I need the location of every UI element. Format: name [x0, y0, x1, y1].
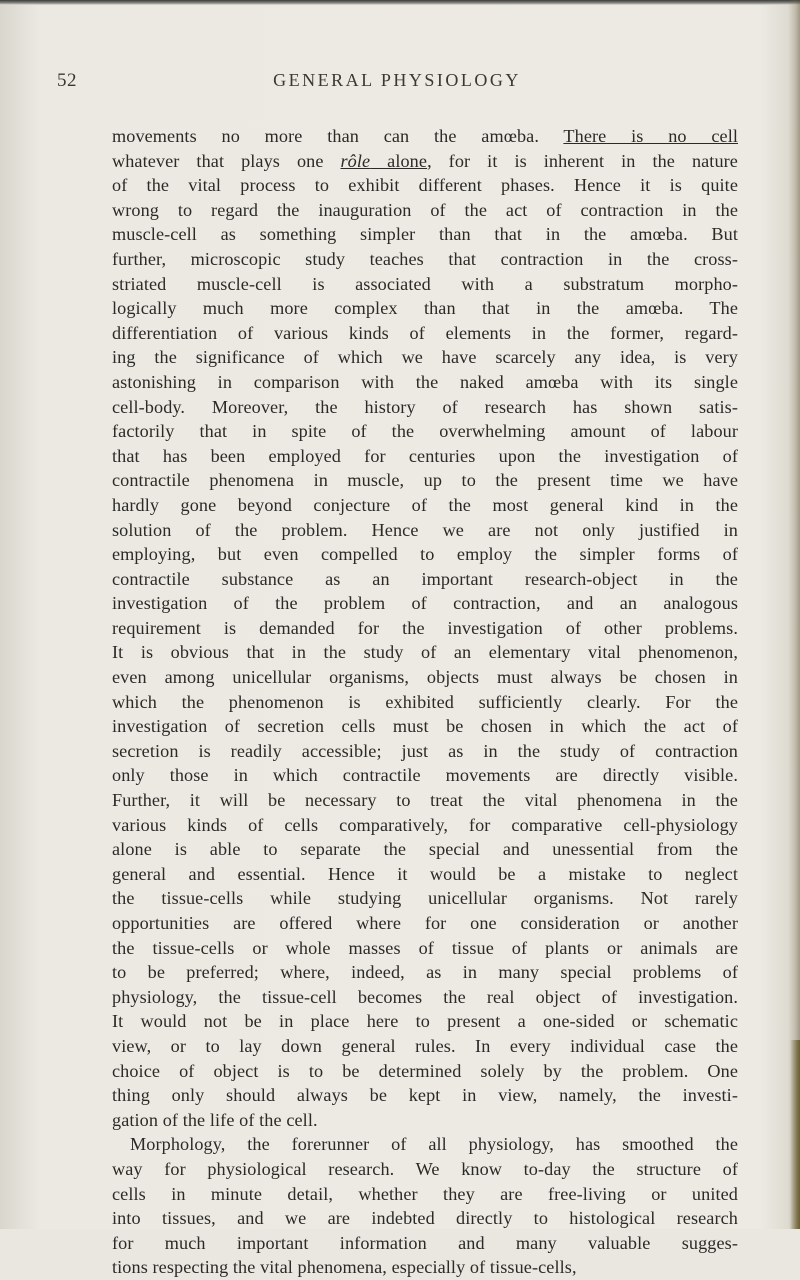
text-line: gation of the life of the cell.: [112, 1109, 318, 1130]
text-line: various kinds of cells comparatively, for comparative cell-physiology: [112, 814, 738, 835]
body-text: [112, 124, 738, 1280]
text-line: logically much more complex than that in the amœba. The: [112, 298, 738, 319]
text-line: secretion is readily accessible; just as in the study of contraction: [112, 740, 738, 761]
text-line: whatever that plays one rôle alone, for it is inherent in the nature: [112, 150, 738, 171]
text-line: hardly gone beyond conjecture of the most general kind in the: [112, 494, 738, 515]
text-line: which the phenomenon is exhibited sufficiently clearly. For the: [112, 691, 738, 712]
text-line: Further, it will be necessary to treat the vital phenomena in the: [112, 790, 738, 811]
text-line: contractile substance as an important research-object in the: [112, 568, 738, 589]
text-line: general and essential. Hence it would be a mistake to neglect: [112, 863, 738, 884]
text-line: factorily that in spite of the overwhelming amount of labour: [112, 421, 738, 442]
text-line: requirement is demanded for the investigation of other problems.: [112, 617, 738, 638]
text-line: the tissue-cells or whole masses of tissue of plants or animals are: [112, 937, 738, 958]
text-line: It would not be in place here to present a one-sided or schematic: [112, 1011, 738, 1032]
text-line: cell-body. Moreover, the history of research has shown satis-: [112, 396, 738, 417]
text-line: ing the significance of which we have scarcely any idea, is very: [112, 347, 738, 368]
text-line: Morphology, the forerunner of all physiology, has smoothed the: [130, 1134, 738, 1155]
text-line: physiology, the tissue-cell becomes the real object of investigation.: [112, 986, 738, 1007]
text-line: striated muscle-cell is associated with a substratum morpho-: [112, 273, 738, 294]
text-line: for much important information and many valuable sugges-: [112, 1232, 738, 1253]
text-line: the tissue-cells while studying unicellular organisms. Not rarely: [112, 888, 738, 909]
text-line: muscle-cell as something simpler than that in the amœba. But: [112, 224, 738, 245]
text-line: further, microscopic study teaches that contraction in the cross-: [112, 248, 738, 269]
text-line: differentiation of various kinds of elements in the former, regard-: [112, 322, 738, 343]
text-line: thing only should always be kept in view, namely, the investi-: [112, 1085, 738, 1106]
text-line: choice of object is to be determined solely by the problem. One: [112, 1060, 738, 1081]
page-top-edge: [0, 0, 800, 5]
text-line: opportunities are offered where for one consideration or another: [112, 913, 738, 933]
text-line: into tissues, and we are indebted directly to histological research: [112, 1208, 738, 1229]
text-line: movements no more than can the amœba. There is no cell: [112, 126, 739, 146]
page-binding-shadow: [790, 1040, 800, 1229]
underlined-italic-word: rôle: [340, 150, 371, 171]
text-line: tions respecting the vital phenomena, especially of tissue-cells,: [112, 1257, 577, 1278]
text-line: solution of the problem. Hence we are not only justified in: [112, 519, 738, 540]
underlined-phrase: alone: [370, 150, 428, 171]
running-head: GENERAL PHYSIOLOGY: [273, 70, 521, 90]
text-line: investigation of secretion cells must be chosen in which the act of: [112, 716, 738, 737]
text-line: alone is able to separate the special and unessential from the: [112, 839, 738, 860]
text-line: that has been employed for centuries upon the investigation of: [112, 445, 738, 466]
text-line: view, or to lay down general rules. In every individual case the: [112, 1035, 738, 1056]
text-line: employing, but even compelled to employ the simpler forms of: [112, 544, 738, 565]
text-line: only those in which contractile movements are directly visible.: [112, 765, 738, 786]
underlined-phrase: There is no cell: [563, 126, 739, 146]
page-number: 52: [57, 70, 77, 91]
page-header: [57, 70, 737, 94]
text-line: of the vital process to exhibit different phases. Hence it is quite: [112, 175, 738, 196]
text-line: cells in minute detail, whether they are free-living or united: [112, 1183, 738, 1204]
text-line: It is obvious that in the study of an elementary vital phenomenon,: [112, 642, 738, 663]
text-line: astonishing in comparison with the naked amœba with its single: [112, 371, 738, 392]
text-line: investigation of the problem of contraction, and an analogous: [112, 593, 738, 614]
text-line: way for physiological research. We know to-day the structure of: [112, 1158, 738, 1179]
text-line: contractile phenomena in muscle, up to the present time we have: [112, 470, 738, 491]
text-line: wrong to regard the inauguration of the act of contraction in the: [112, 199, 738, 220]
text-line: even among unicellular organisms, objects must always be chosen in: [112, 667, 738, 688]
text-line: to be preferred; where, indeed, as in many special problems of: [112, 962, 738, 983]
